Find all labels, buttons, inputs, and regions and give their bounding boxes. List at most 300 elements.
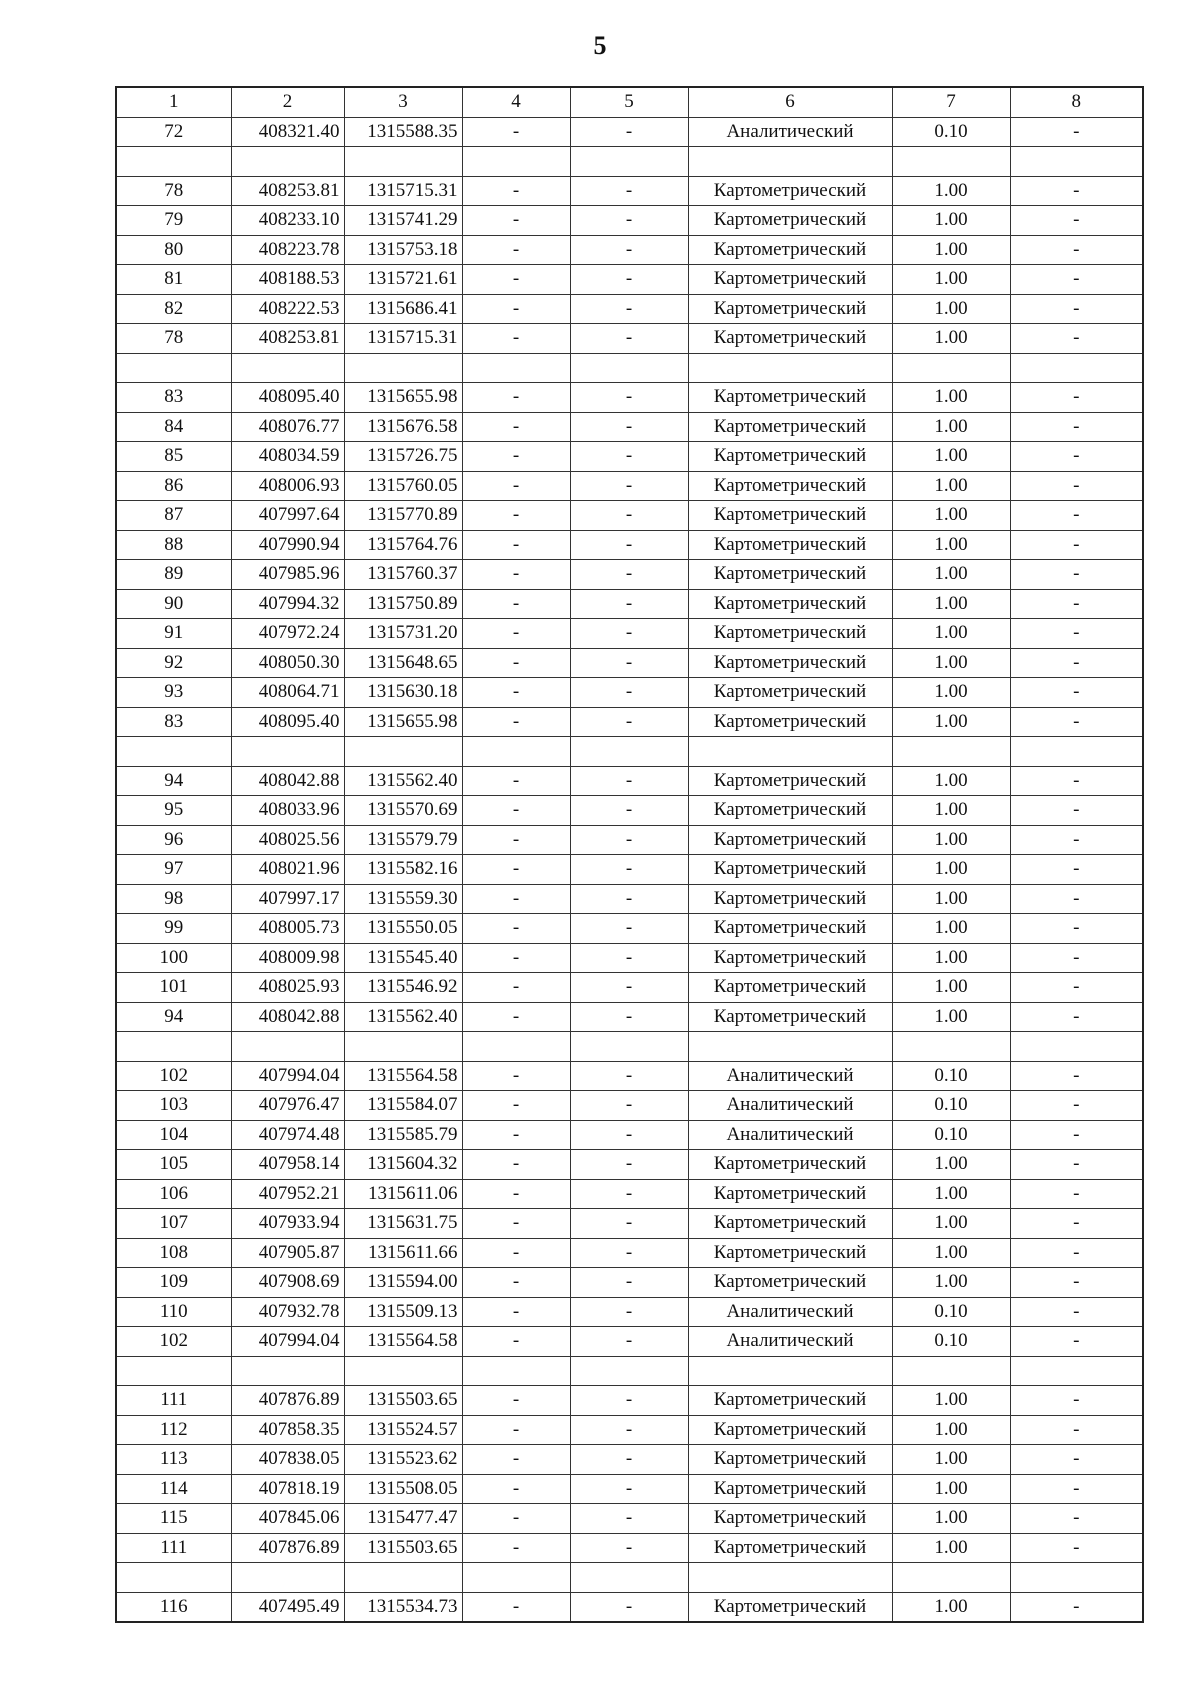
cell-col-4: -	[462, 471, 570, 501]
cell-point-number: 94	[116, 1002, 231, 1032]
cell-col-4: -	[462, 619, 570, 649]
cell-col-5: -	[570, 766, 688, 796]
cell-coord-y: 1315559.30	[344, 884, 462, 914]
table-row	[116, 1238, 1143, 1268]
cell-col-5	[570, 1356, 688, 1386]
cell-coord-y	[344, 737, 462, 767]
cell-point-number: 86	[116, 471, 231, 501]
cell-col-5: -	[570, 914, 688, 944]
cell-point-number: 90	[116, 589, 231, 619]
cell-col-8: -	[1010, 294, 1143, 324]
cell-col-5: -	[570, 383, 688, 413]
cell-col-5: -	[570, 1297, 688, 1327]
column-header: 1	[116, 87, 231, 117]
cell-col-8: -	[1010, 324, 1143, 354]
cell-coord-y: 1315760.37	[344, 560, 462, 590]
coordinates-table	[115, 86, 1144, 1623]
cell-precision: 1.00	[892, 796, 1010, 826]
cell-coord-x: 408095.40	[231, 383, 344, 413]
table-row	[116, 737, 1143, 767]
cell-col-5: -	[570, 442, 688, 472]
cell-col-8	[1010, 353, 1143, 383]
cell-coord-x: 407495.49	[231, 1592, 344, 1622]
cell-col-4: -	[462, 1268, 570, 1298]
table-row	[116, 1504, 1143, 1534]
cell-method: Картометрический	[688, 1002, 892, 1032]
column-header: 5	[570, 87, 688, 117]
cell-method: Картометрический	[688, 235, 892, 265]
cell-precision	[892, 147, 1010, 177]
cell-method: Картометрический	[688, 678, 892, 708]
cell-precision: 1.00	[892, 1179, 1010, 1209]
cell-method: Картометрический	[688, 530, 892, 560]
cell-precision: 0.10	[892, 1120, 1010, 1150]
cell-precision	[892, 1356, 1010, 1386]
table-row	[116, 1150, 1143, 1180]
cell-col-8	[1010, 1563, 1143, 1593]
cell-coord-y: 1315579.79	[344, 825, 462, 855]
cell-point-number: 104	[116, 1120, 231, 1150]
cell-coord-y: 1315570.69	[344, 796, 462, 826]
table-row	[116, 1209, 1143, 1239]
table-row	[116, 442, 1143, 472]
cell-coord-y: 1315477.47	[344, 1504, 462, 1534]
cell-col-8: -	[1010, 1150, 1143, 1180]
cell-point-number	[116, 1356, 231, 1386]
cell-point-number: 80	[116, 235, 231, 265]
table-row	[116, 1592, 1143, 1622]
cell-col-4: -	[462, 1061, 570, 1091]
cell-precision: 1.00	[892, 206, 1010, 236]
cell-coord-x: 407845.06	[231, 1504, 344, 1534]
cell-point-number: 101	[116, 973, 231, 1003]
cell-col-5: -	[570, 206, 688, 236]
table-body	[116, 117, 1143, 1622]
cell-point-number: 83	[116, 383, 231, 413]
cell-col-5: -	[570, 471, 688, 501]
cell-point-number: 111	[116, 1533, 231, 1563]
cell-method: Картометрический	[688, 471, 892, 501]
cell-col-4: -	[462, 324, 570, 354]
cell-col-4: -	[462, 884, 570, 914]
cell-coord-y: 1315582.16	[344, 855, 462, 885]
cell-col-8: -	[1010, 1120, 1143, 1150]
cell-col-4: -	[462, 501, 570, 531]
cell-col-5	[570, 737, 688, 767]
cell-col-4: -	[462, 914, 570, 944]
table-row	[116, 1297, 1143, 1327]
cell-col-8: -	[1010, 265, 1143, 295]
cell-coord-y: 1315630.18	[344, 678, 462, 708]
cell-precision: 1.00	[892, 766, 1010, 796]
cell-coord-x: 407990.94	[231, 530, 344, 560]
cell-point-number: 108	[116, 1238, 231, 1268]
cell-col-8: -	[1010, 855, 1143, 885]
cell-coord-x: 407958.14	[231, 1150, 344, 1180]
cell-col-4: -	[462, 117, 570, 147]
cell-point-number	[116, 353, 231, 383]
table-row	[116, 176, 1143, 206]
cell-precision: 1.00	[892, 678, 1010, 708]
cell-coord-y: 1315503.65	[344, 1386, 462, 1416]
cell-col-5: -	[570, 1327, 688, 1357]
table-row	[116, 530, 1143, 560]
cell-col-4: -	[462, 294, 570, 324]
cell-col-4: -	[462, 1150, 570, 1180]
cell-col-8: -	[1010, 796, 1143, 826]
cell-col-5: -	[570, 176, 688, 206]
cell-precision: 1.00	[892, 442, 1010, 472]
cell-col-8: -	[1010, 648, 1143, 678]
cell-method: Картометрический	[688, 324, 892, 354]
cell-col-4: -	[462, 176, 570, 206]
cell-method: Картометрический	[688, 707, 892, 737]
table-row	[116, 147, 1143, 177]
cell-col-5: -	[570, 1504, 688, 1534]
cell-precision: 1.00	[892, 943, 1010, 973]
cell-coord-x: 408005.73	[231, 914, 344, 944]
cell-coord-x: 408253.81	[231, 324, 344, 354]
cell-coord-y: 1315545.40	[344, 943, 462, 973]
cell-coord-x	[231, 353, 344, 383]
column-header: 3	[344, 87, 462, 117]
cell-col-4: -	[462, 1297, 570, 1327]
cell-col-8: -	[1010, 1533, 1143, 1563]
cell-precision: 1.00	[892, 235, 1010, 265]
cell-coord-x: 408321.40	[231, 117, 344, 147]
cell-point-number	[116, 1032, 231, 1062]
cell-coord-x: 407985.96	[231, 560, 344, 590]
cell-coord-y: 1315585.79	[344, 1120, 462, 1150]
table-row	[116, 884, 1143, 914]
cell-coord-x: 407994.04	[231, 1061, 344, 1091]
cell-coord-y: 1315550.05	[344, 914, 462, 944]
cell-precision: 0.10	[892, 1327, 1010, 1357]
cell-method: Картометрический	[688, 176, 892, 206]
cell-coord-y: 1315546.92	[344, 973, 462, 1003]
cell-point-number: 102	[116, 1061, 231, 1091]
cell-precision: 1.00	[892, 825, 1010, 855]
cell-col-8: -	[1010, 884, 1143, 914]
table-row	[116, 117, 1143, 147]
cell-coord-y: 1315764.76	[344, 530, 462, 560]
column-header: 4	[462, 87, 570, 117]
cell-coord-x: 407932.78	[231, 1297, 344, 1327]
cell-precision: 1.00	[892, 560, 1010, 590]
table-row	[116, 1445, 1143, 1475]
cell-point-number	[116, 1563, 231, 1593]
cell-coord-x: 407838.05	[231, 1445, 344, 1475]
table-row	[116, 1474, 1143, 1504]
cell-point-number: 96	[116, 825, 231, 855]
table-row	[116, 707, 1143, 737]
table-row	[116, 471, 1143, 501]
cell-col-4: -	[462, 796, 570, 826]
cell-precision: 1.00	[892, 1592, 1010, 1622]
cell-point-number: 81	[116, 265, 231, 295]
cell-coord-x: 408042.88	[231, 1002, 344, 1032]
cell-method: Картометрический	[688, 973, 892, 1003]
cell-col-5: -	[570, 1268, 688, 1298]
cell-method: Картометрический	[688, 206, 892, 236]
cell-method: Картометрический	[688, 1474, 892, 1504]
column-header: 7	[892, 87, 1010, 117]
cell-coord-x: 408009.98	[231, 943, 344, 973]
cell-precision	[892, 737, 1010, 767]
cell-coord-y: 1315584.07	[344, 1091, 462, 1121]
cell-coord-x: 407905.87	[231, 1238, 344, 1268]
cell-coord-x: 407818.19	[231, 1474, 344, 1504]
table-row	[116, 235, 1143, 265]
table-row	[116, 619, 1143, 649]
cell-col-5: -	[570, 1592, 688, 1622]
cell-col-5: -	[570, 589, 688, 619]
table-row	[116, 1120, 1143, 1150]
cell-precision: 1.00	[892, 1504, 1010, 1534]
cell-coord-x: 407972.24	[231, 619, 344, 649]
cell-method: Картометрический	[688, 383, 892, 413]
cell-col-5: -	[570, 501, 688, 531]
cell-col-4: -	[462, 973, 570, 1003]
cell-point-number: 116	[116, 1592, 231, 1622]
cell-precision: 1.00	[892, 530, 1010, 560]
cell-method: Картометрический	[688, 1504, 892, 1534]
cell-col-5: -	[570, 1533, 688, 1563]
cell-col-5: -	[570, 294, 688, 324]
cell-col-8: -	[1010, 1504, 1143, 1534]
cell-point-number: 111	[116, 1386, 231, 1416]
cell-point-number: 88	[116, 530, 231, 560]
cell-precision: 1.00	[892, 1533, 1010, 1563]
cell-col-4: -	[462, 678, 570, 708]
cell-point-number: 115	[116, 1504, 231, 1534]
cell-precision: 1.00	[892, 1474, 1010, 1504]
cell-coord-x	[231, 1032, 344, 1062]
cell-coord-y: 1315721.61	[344, 265, 462, 295]
cell-point-number: 85	[116, 442, 231, 472]
cell-col-5: -	[570, 1415, 688, 1445]
cell-coord-y	[344, 1563, 462, 1593]
cell-method: Картометрический	[688, 589, 892, 619]
cell-point-number: 89	[116, 560, 231, 590]
cell-coord-x: 408050.30	[231, 648, 344, 678]
cell-col-4: -	[462, 648, 570, 678]
cell-coord-y	[344, 147, 462, 177]
table-row	[116, 324, 1143, 354]
cell-precision: 1.00	[892, 619, 1010, 649]
cell-col-5	[570, 147, 688, 177]
cell-col-4: -	[462, 1120, 570, 1150]
cell-col-8: -	[1010, 1592, 1143, 1622]
cell-col-8: -	[1010, 1209, 1143, 1239]
cell-method: Картометрический	[688, 294, 892, 324]
cell-method: Картометрический	[688, 796, 892, 826]
cell-coord-x: 407997.64	[231, 501, 344, 531]
cell-col-5: -	[570, 619, 688, 649]
cell-method: Картометрический	[688, 914, 892, 944]
cell-precision: 0.10	[892, 117, 1010, 147]
cell-col-4: -	[462, 855, 570, 885]
cell-coord-x	[231, 1356, 344, 1386]
cell-coord-y: 1315655.98	[344, 383, 462, 413]
cell-col-4: -	[462, 1209, 570, 1239]
table-row	[116, 1032, 1143, 1062]
cell-coord-y: 1315741.29	[344, 206, 462, 236]
cell-col-8	[1010, 737, 1143, 767]
cell-coord-x: 408233.10	[231, 206, 344, 236]
cell-coord-x: 407976.47	[231, 1091, 344, 1121]
page-number: 5	[593, 31, 607, 60]
cell-precision: 1.00	[892, 1150, 1010, 1180]
cell-method: Картометрический	[688, 501, 892, 531]
cell-point-number: 113	[116, 1445, 231, 1475]
cell-col-5: -	[570, 1091, 688, 1121]
cell-precision: 1.00	[892, 1386, 1010, 1416]
cell-col-4: -	[462, 1474, 570, 1504]
cell-col-4: -	[462, 1091, 570, 1121]
cell-col-4: -	[462, 707, 570, 737]
cell-precision: 1.00	[892, 1209, 1010, 1239]
cell-col-5: -	[570, 117, 688, 147]
cell-col-5	[570, 1563, 688, 1593]
cell-col-5: -	[570, 678, 688, 708]
table-header-row	[116, 87, 1143, 117]
cell-col-5: -	[570, 1474, 688, 1504]
cell-point-number: 100	[116, 943, 231, 973]
cell-col-5: -	[570, 943, 688, 973]
cell-method	[688, 1356, 892, 1386]
cell-precision: 0.10	[892, 1091, 1010, 1121]
cell-col-8: -	[1010, 1415, 1143, 1445]
cell-col-5: -	[570, 1386, 688, 1416]
cell-col-8: -	[1010, 1002, 1143, 1032]
cell-coord-x: 408095.40	[231, 707, 344, 737]
table-row	[116, 855, 1143, 885]
cell-precision: 1.00	[892, 855, 1010, 885]
cell-col-4: -	[462, 1504, 570, 1534]
cell-method: Картометрический	[688, 619, 892, 649]
cell-method	[688, 1032, 892, 1062]
cell-method: Аналитический	[688, 117, 892, 147]
cell-coord-x: 408042.88	[231, 766, 344, 796]
cell-point-number: 95	[116, 796, 231, 826]
cell-method: Картометрический	[688, 1386, 892, 1416]
cell-point-number: 109	[116, 1268, 231, 1298]
cell-coord-y: 1315604.32	[344, 1150, 462, 1180]
cell-col-8	[1010, 147, 1143, 177]
table-row	[116, 412, 1143, 442]
cell-col-5: -	[570, 1209, 688, 1239]
cell-coord-y: 1315731.20	[344, 619, 462, 649]
cell-col-8: -	[1010, 973, 1143, 1003]
cell-point-number: 79	[116, 206, 231, 236]
cell-col-4: -	[462, 1445, 570, 1475]
cell-method: Картометрический	[688, 1533, 892, 1563]
table-row	[116, 383, 1143, 413]
cell-coord-y: 1315564.58	[344, 1061, 462, 1091]
cell-coord-x: 407997.17	[231, 884, 344, 914]
cell-col-5: -	[570, 412, 688, 442]
table-row	[116, 766, 1143, 796]
cell-coord-y: 1315562.40	[344, 766, 462, 796]
cell-coord-x: 408222.53	[231, 294, 344, 324]
cell-coord-y: 1315564.58	[344, 1327, 462, 1357]
cell-coord-x: 407876.89	[231, 1533, 344, 1563]
cell-col-5: -	[570, 560, 688, 590]
column-header: 6	[688, 87, 892, 117]
cell-col-8: -	[1010, 501, 1143, 531]
cell-coord-x: 408223.78	[231, 235, 344, 265]
cell-col-4	[462, 1563, 570, 1593]
cell-point-number	[116, 147, 231, 177]
cell-col-8: -	[1010, 206, 1143, 236]
cell-coord-x: 408021.96	[231, 855, 344, 885]
table-row	[116, 501, 1143, 531]
cell-method: Картометрический	[688, 766, 892, 796]
cell-precision: 1.00	[892, 589, 1010, 619]
cell-precision	[892, 1563, 1010, 1593]
cell-method: Картометрический	[688, 1179, 892, 1209]
cell-precision: 1.00	[892, 412, 1010, 442]
table-row	[116, 1533, 1143, 1563]
cell-col-5: -	[570, 265, 688, 295]
cell-precision: 1.00	[892, 501, 1010, 531]
cell-coord-y: 1315770.89	[344, 501, 462, 531]
cell-coord-x	[231, 737, 344, 767]
cell-col-4: -	[462, 235, 570, 265]
cell-coord-x: 407952.21	[231, 1179, 344, 1209]
cell-coord-y: 1315523.62	[344, 1445, 462, 1475]
cell-point-number: 91	[116, 619, 231, 649]
table-row	[116, 943, 1143, 973]
cell-point-number: 106	[116, 1179, 231, 1209]
table-row	[116, 914, 1143, 944]
cell-point-number: 94	[116, 766, 231, 796]
cell-method: Картометрический	[688, 1238, 892, 1268]
cell-point-number: 83	[116, 707, 231, 737]
cell-coord-y: 1315534.73	[344, 1592, 462, 1622]
table-row	[116, 1179, 1143, 1209]
cell-point-number: 92	[116, 648, 231, 678]
cell-coord-y: 1315715.31	[344, 176, 462, 206]
cell-col-4: -	[462, 1002, 570, 1032]
cell-col-8: -	[1010, 589, 1143, 619]
cell-coord-x: 408188.53	[231, 265, 344, 295]
cell-coord-y: 1315760.05	[344, 471, 462, 501]
cell-col-8: -	[1010, 1445, 1143, 1475]
cell-col-5: -	[570, 707, 688, 737]
table-row	[116, 678, 1143, 708]
cell-col-4: -	[462, 825, 570, 855]
cell-coord-x: 408025.93	[231, 973, 344, 1003]
cell-point-number: 114	[116, 1474, 231, 1504]
cell-precision: 1.00	[892, 1002, 1010, 1032]
cell-method: Картометрический	[688, 825, 892, 855]
cell-method	[688, 147, 892, 177]
cell-col-5: -	[570, 1002, 688, 1032]
cell-coord-y: 1315588.35	[344, 117, 462, 147]
cell-coord-x: 408253.81	[231, 176, 344, 206]
cell-precision: 1.00	[892, 914, 1010, 944]
cell-coord-x	[231, 1563, 344, 1593]
cell-col-8: -	[1010, 707, 1143, 737]
cell-coord-y: 1315594.00	[344, 1268, 462, 1298]
cell-col-5: -	[570, 235, 688, 265]
cell-method: Аналитический	[688, 1327, 892, 1357]
cell-col-8: -	[1010, 235, 1143, 265]
cell-col-8: -	[1010, 1238, 1143, 1268]
cell-precision: 1.00	[892, 176, 1010, 206]
